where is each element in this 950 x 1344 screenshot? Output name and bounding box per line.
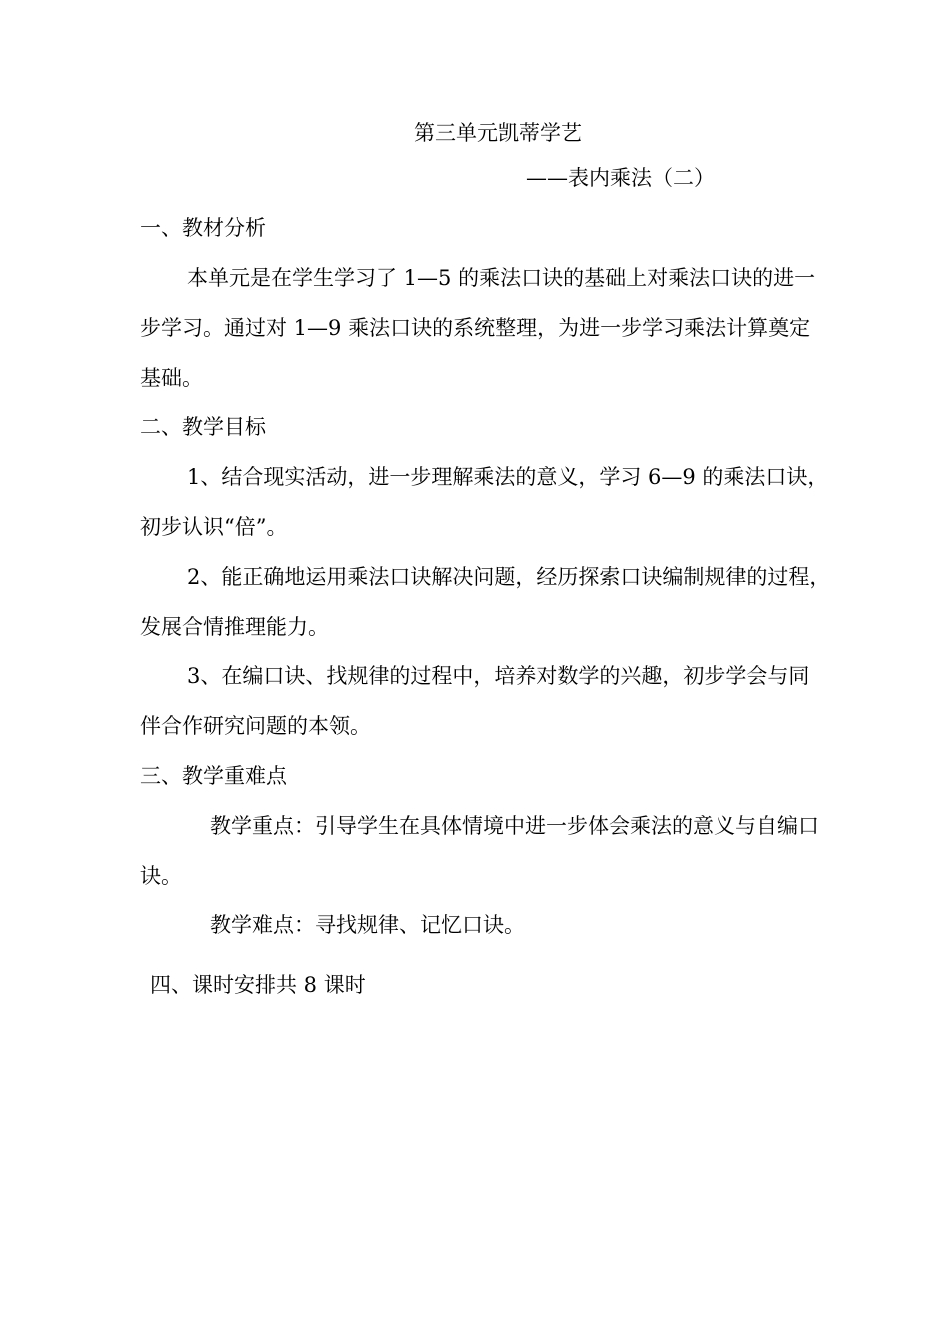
document-title: 第三单元凯蒂学艺 <box>414 121 582 145</box>
paragraph-line: 伴合作研究问题的本领。 <box>140 714 371 738</box>
paragraph-line: 步学习。通过对 1—9 乘法口诀的系统整理，为进一步学习乘法计算奠定 <box>140 316 811 340</box>
section-heading-1: 一、教材分析 <box>140 216 266 240</box>
paragraph-line: 2、能正确地运用乘法口诀解决问题，经历探索口诀编制规律的过程， <box>187 565 831 589</box>
section-heading-3: 三、教学重难点 <box>140 764 287 788</box>
section-heading-2: 二、教学目标 <box>140 415 266 439</box>
paragraph-line: 初步认识“倍”。 <box>140 515 288 539</box>
paragraph-line: 诀。 <box>140 864 182 888</box>
paragraph-line: 教学难点：寻找规律、记忆口诀。 <box>210 913 525 937</box>
section-heading-4: 四、课时安排共 8 课时 <box>150 973 366 997</box>
paragraph-line: 基础。 <box>140 366 203 390</box>
paragraph-line: 发展合情推理能力。 <box>140 615 329 639</box>
document-subtitle: ——表内乘法（二） <box>526 166 715 190</box>
paragraph-line: 本单元是在学生学习了 1—5 的乘法口诀的基础上对乘法口诀的进一 <box>187 266 816 290</box>
paragraph-line: 1、结合现实活动，进一步理解乘法的意义，学习 6—9 的乘法口诀， <box>187 465 829 489</box>
paragraph-line: 教学重点：引导学生在具体情境中进一步体会乘法的意义与自编口 <box>210 814 819 838</box>
paragraph-line: 3、在编口诀、找规律的过程中，培养对数学的兴趣，初步学会与同 <box>187 664 810 688</box>
